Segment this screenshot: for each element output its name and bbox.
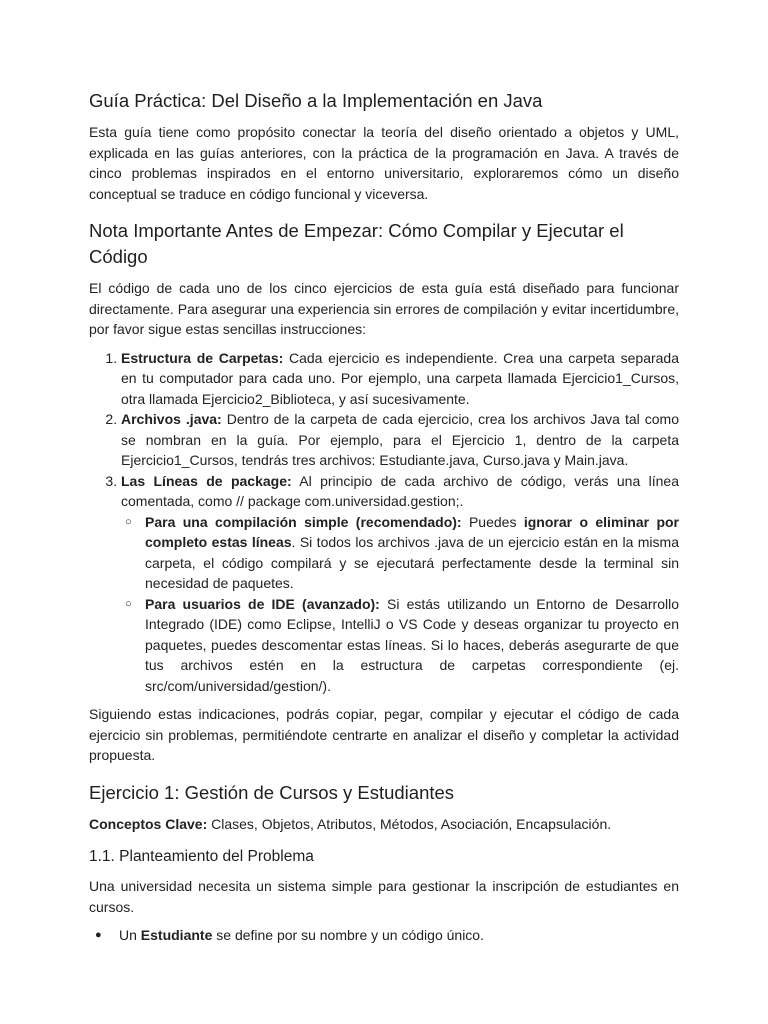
option-emphasis: ignorar o eliminar por completo estas líneas [145,513,679,550]
step-label: Archivos .java: [121,411,222,427]
key-concepts-label: Conceptos Clave: [89,815,208,832]
circle-bullet-icon: ○ [125,515,132,528]
note-intro-paragraph: El código de cada uno de los cinco ejercicios de esta guía está diseñado para funcionar directamente. Para asegurar una experiencia sin errores de compilación y evitar incertidumbre, por favor sigue estas sencillas instrucciones: [89,280,679,337]
step-label: Estructura de Carpetas: [121,349,284,366]
list-item-simple-compile [125,512,679,594]
intro-paragraph: Esta guía tiene como propósito conectar la teoría del diseño orientado a objetos y UML, explicada en las guías anteriores, con la práctica de la programación en Java. A través de cinco problemas inspirados en el entorno universitario, exploraremos cómo un diseño conceptual se traduce en código funcional y viceversa. [89,124,679,202]
bullet-text: se define por su nombre y un código único. [212,927,484,943]
step-text: Dentro de la carpeta de cada ejercicio, crea los archivos Java tal como se nombran en la guía. Por ejemplo, para el Ejercicio 1, dentro de la carpeta Ejercicio1_Cursos, tendrás tres archivos: Estudiante.java, Curso.java y Main.java. [121,411,679,468]
list-item [95,925,679,946]
option-text: Puedes [461,513,524,530]
closing-paragraph: Siguiendo estas indicaciones, podrás copiar, pegar, compilar y ejecutar el código de cada ejercicio sin problemas, permitiéndote centrarte en analizar el diseño y completar la actividad propuesta. [89,706,679,763]
step-text: Al principio de cada archivo de código, verás una línea comentada, como // package com.universidad.gestion;. [121,472,679,509]
option-text: . Si todos los archivos .java de un ejercicio están en la misma carpeta, el código compilará y se ejecutará perfectamente desde la terminal sin necesidad de paquetes. [145,534,679,591]
package-options-list [121,512,679,697]
note-heading: Nota Importante Antes de Empezar: Cómo Compilar y Ejecutar el Código [89,220,624,267]
list-item-package-lines [121,471,679,697]
list-item-folders [121,348,679,410]
key-concepts-text: Clases, Objetos, Atributos, Métodos, Asociación, Encapsulación. [207,815,612,832]
exercise-1-heading: Ejercicio 1: Gestión de Cursos y Estudiantes [89,781,455,803]
option-label: Para una compilación simple (recomendado): [145,513,462,530]
bullet-text: Un [119,927,141,943]
list-item-java-files [121,409,679,471]
step-text: Cada ejercicio es independiente. Crea una carpeta separada en tu computador para cada uno. Por ejemplo, una carpeta llamada Ejercicio1_Cursos, otra llamada Ejercicio2_Biblioteca, y así sucesivamente. [121,349,680,407]
problem-bullets [89,925,679,946]
instructions-list [89,348,679,697]
bullet-emphasis: Estudiante [140,927,213,943]
dot-bullet-icon: ● [95,929,102,941]
problem-heading: 1.1. Planteamiento del Problema [89,848,314,865]
circle-bullet-icon: ○ [125,597,132,610]
key-concepts [89,814,679,835]
step-label: Las Líneas de package: [121,472,292,489]
document-title: Guía Práctica: Del Diseño a la Implementación en Java [89,90,543,111]
problem-paragraph: Una universidad necesita un sistema simple para gestionar la inscripción de estudiantes en cursos. [89,878,679,915]
option-text: Si estás utilizando un Entorno de Desarrollo Integrado (IDE) como Eclipse, IntelliJ o VS Code y deseas organizar tu proyecto en paquetes, puedes descomentar estas líneas. Si lo haces, deberás asegurarte de que tus archivos estén en la estructura de carpetas correspondiente (ej. src/com/universidad/gestion/). [145,595,679,694]
list-item-ide-users [125,594,679,697]
option-label: Para usuarios de IDE (avanzado): [145,595,380,612]
